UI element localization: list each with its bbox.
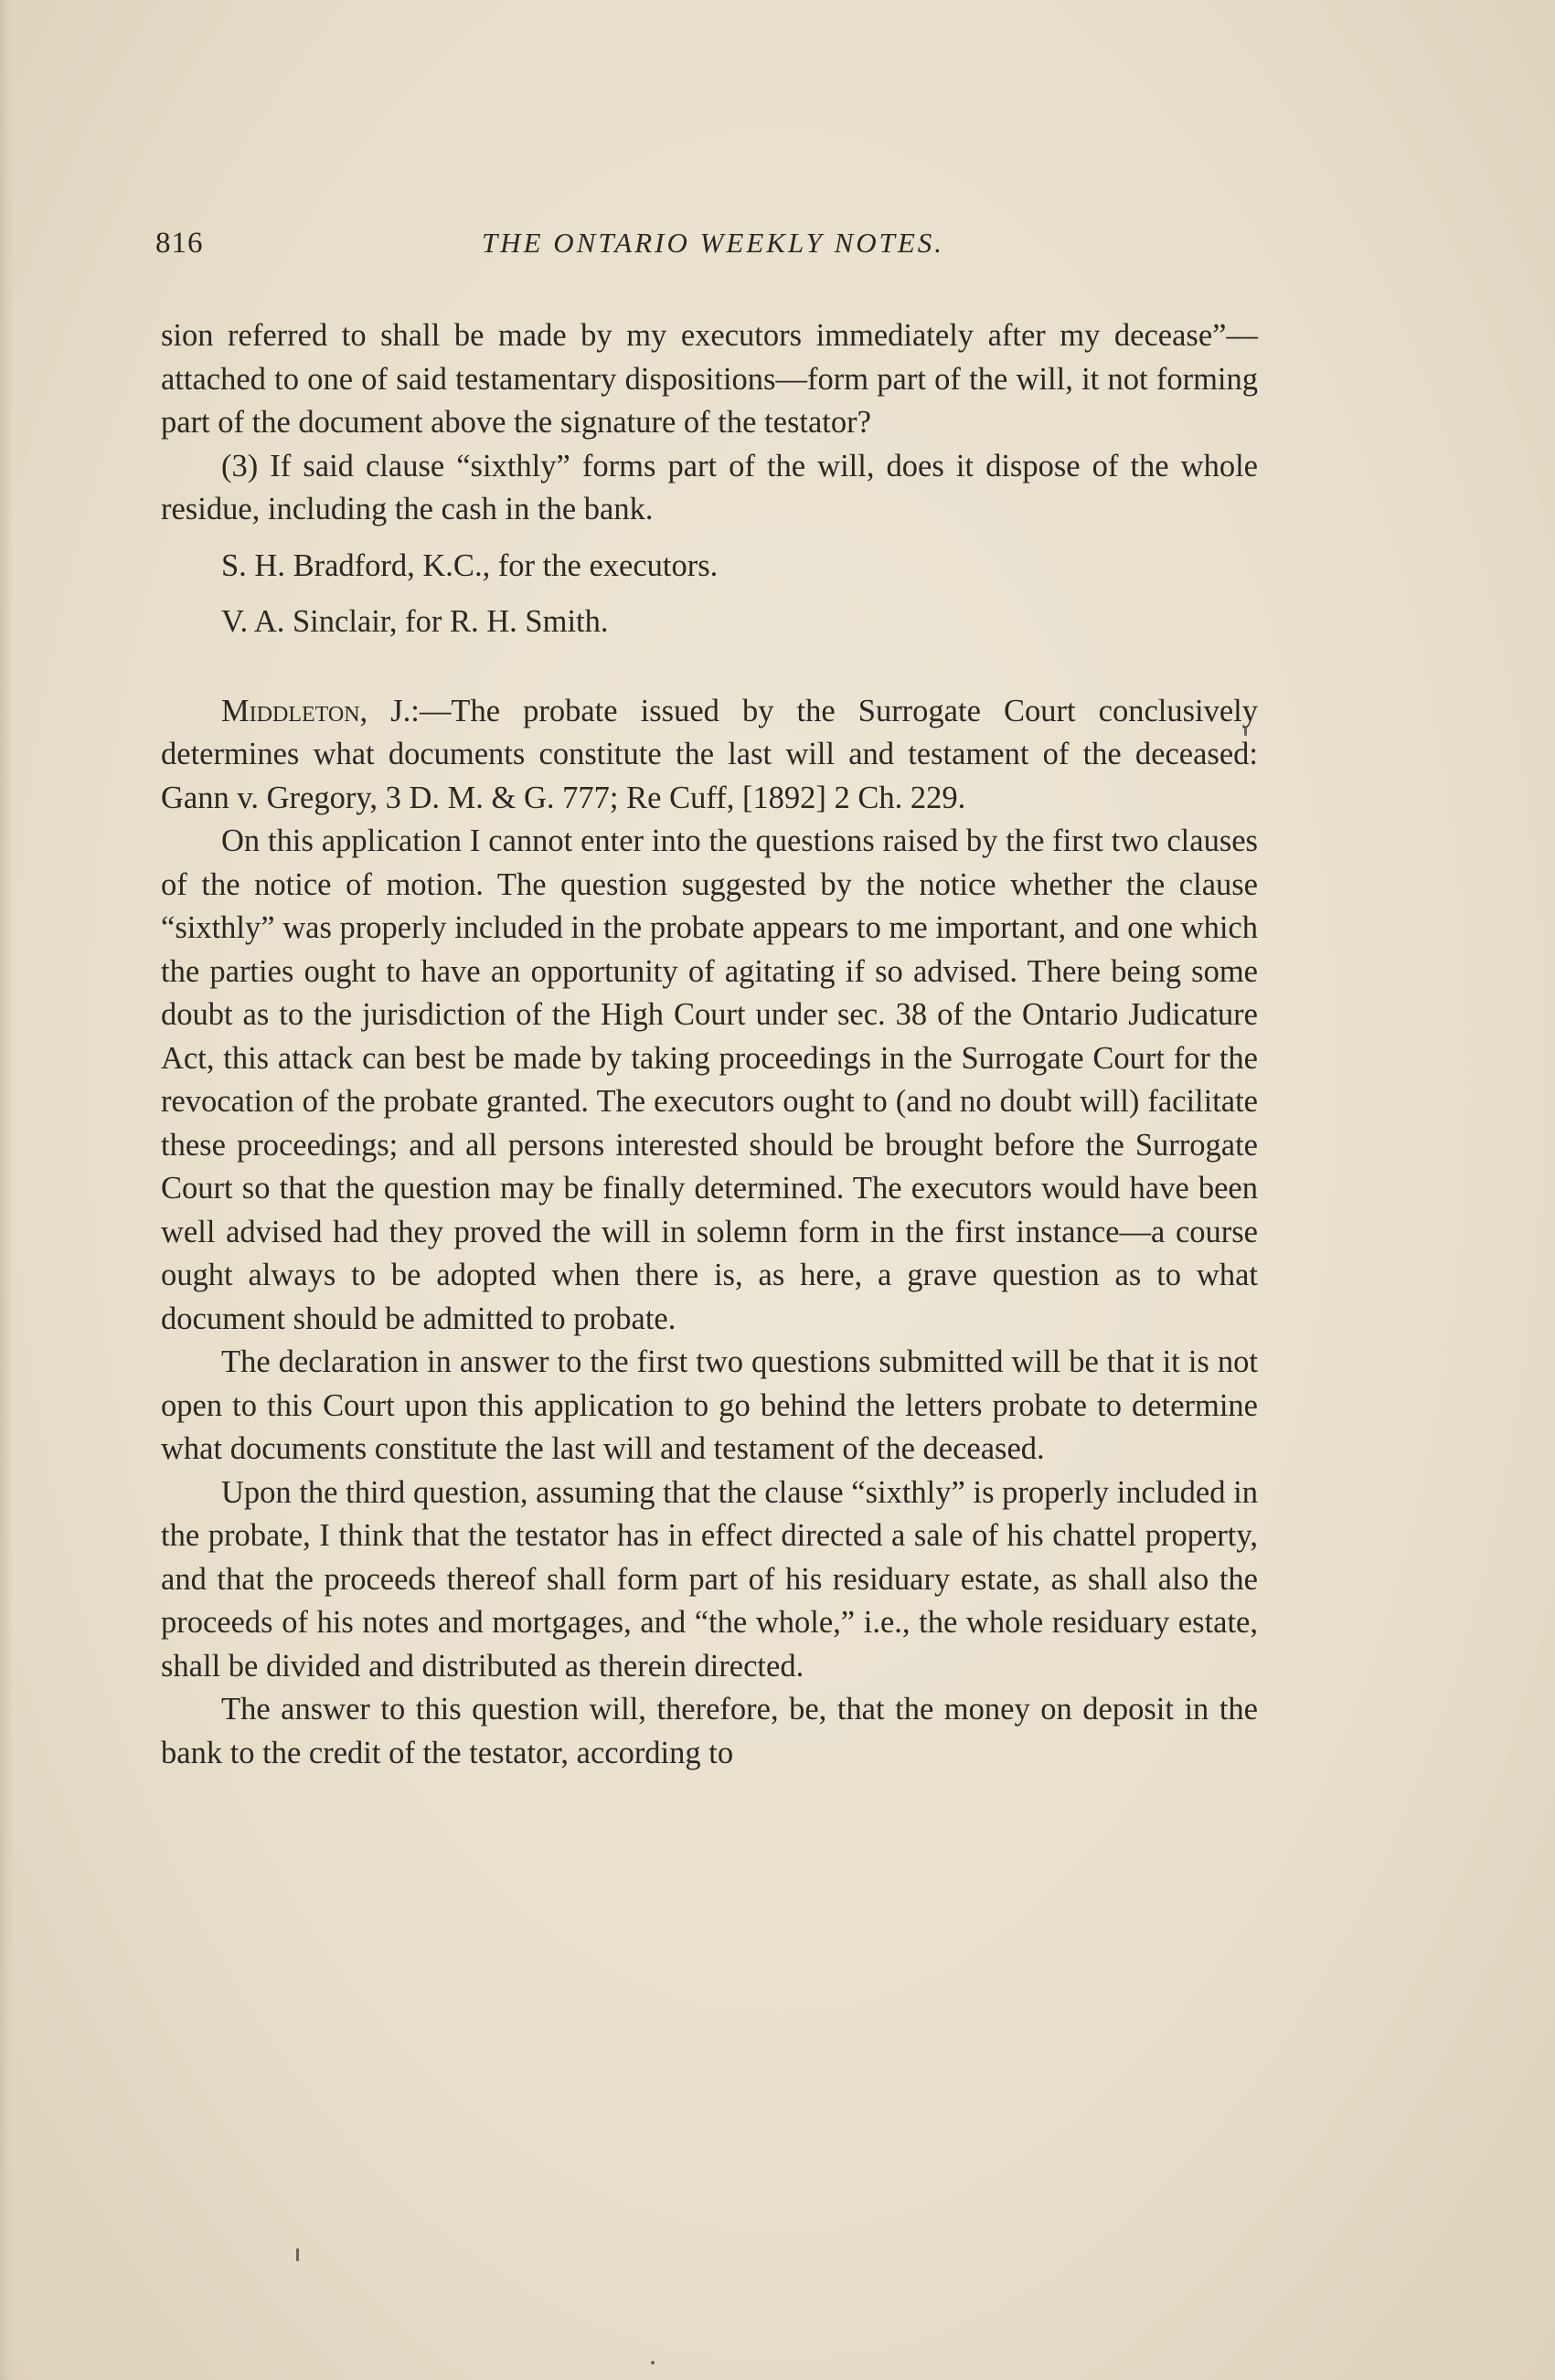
ink-speck	[651, 2361, 655, 2364]
counsel-line-smith: V. A. Sinclair, for R. H. Smith.	[221, 604, 609, 639]
page-header	[155, 227, 1271, 272]
judgment-opening-text: , J.:—The probate issued by the Surrogate Court conclusively determines what documents constitute the last will and testament of the deceased: Gann v. Gregory, 3 D. M. & G. 777; Re Cuff, [1892] 2 Ch. 229.	[161, 693, 1258, 815]
judgment-opening-paragraph	[161, 690, 1258, 821]
body-text	[161, 314, 1258, 1775]
ink-speck	[296, 2248, 299, 2261]
page-number: 816	[155, 227, 204, 260]
paragraph-continuation: sion referred to shall be made by my executors immediately after my decease”—attached to one of said testamentary dispositions—form part of the will, it not forming part of the document above the signature of the testator?	[161, 318, 1258, 440]
paragraph-question-3: (3) If said clause “sixthly” forms part of the will, does it dispose of the whole residue, including the cash in the bank.	[161, 448, 1258, 526]
ink-speck	[1244, 728, 1247, 736]
paragraph-third-question: Upon the third question, assuming that the clause “sixthly” is properly included in the probate, I think that the testator has in effect directed a sale of his chattel property, and that the proceeds thereof shall form part of his residuary estate, as shall also the proceeds of his notes and mortgages, and “the whole,” i.e., the whole residuary estate, shall be divided and distributed as therein directed.	[161, 1474, 1258, 1684]
paragraph-declaration: The declaration in answer to the first two questions submitted will be that it is not open to this Court upon this application to go behind the letters probate to determine what documents constitute the last will and testament of the deceased.	[161, 1344, 1258, 1466]
counsel-line-executors: S. H. Bradford, K.C., for the executors.	[221, 547, 719, 583]
paragraph-answer: The answer to this question will, therefore, be, that the money on deposit in the bank to the credit of the testator, according to	[161, 1692, 1258, 1770]
page-binding-edge	[0, 0, 13, 2380]
running-title: THE ONTARIO WEEKLY NOTES.	[481, 227, 945, 259]
paragraph-application: On this application I cannot enter into the questions raised by the first two clauses of the notice of motion. The question suggested by the notice whether the clause “sixthly” was properly included in the probate appears to me important, and one which the parties ought to have an opportunity of agitating if so advised. There being some doubt as to the jurisdiction of the High Court under sec. 38 of the Ontario Judicature Act, this attack can best be made by taking proceedings in the Surrogate Court for the revocation of the probate granted. The executors ought to (and no doubt will) facilitate these proceedings; and all persons interested should be brought before the Surrogate Court so that the question may be finally determined. The executors would have been well advised had they proved the will in solemn form in the first instance—a course ought always to be adopted when there is, as here, a grave question as to what document should be admitted to probate.	[161, 823, 1258, 1336]
judge-name: Middleton	[221, 693, 360, 728]
